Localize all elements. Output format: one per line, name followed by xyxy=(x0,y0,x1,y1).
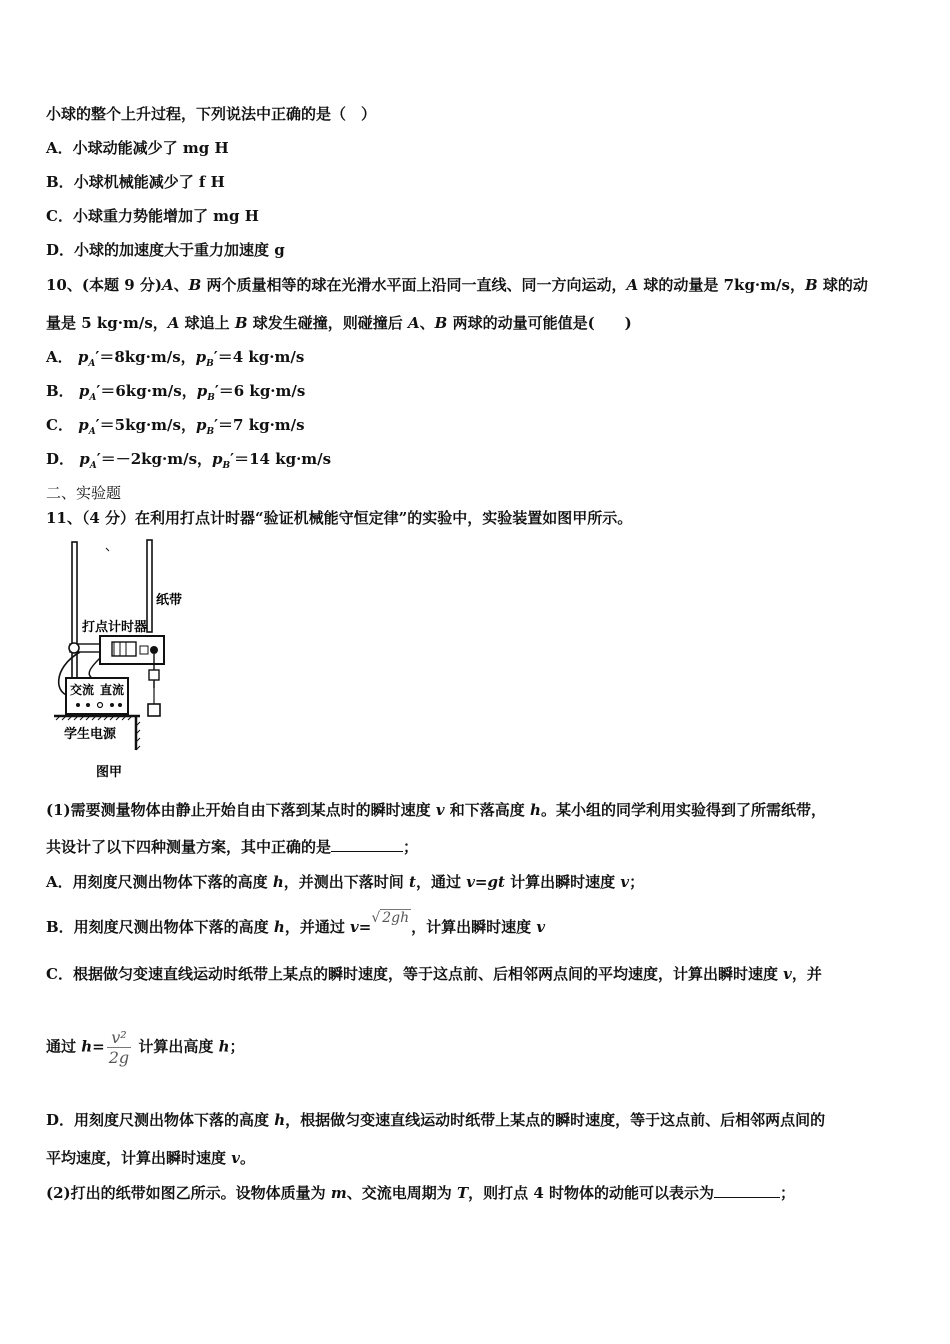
apparatus-figure xyxy=(50,538,200,783)
q9-option-a[interactable]: A．小球动能减少了 mg H xyxy=(46,139,229,157)
weight xyxy=(148,704,160,716)
q11-option-a[interactable]: A．用刻度尺测出物体下落的高度 h，并测出下落时间 t，通过 v=gt 计算出瞬时速度 v； xyxy=(46,873,645,891)
fraction-v2-over-2g: $\frac{\text{v²}}{2g}$ xyxy=(108,1028,130,1067)
sqrt-expression: √ 2gh xyxy=(371,910,410,926)
label-power: 学生电源 xyxy=(64,727,117,742)
q10-stem-line1: 10、(本题 9 分)A、B 两个质量相等的球在光滑水平面上沿同一直线、同一方向运动，A 球的动量是 7kg·m/s，B 球的动 xyxy=(46,276,868,294)
q11-part1-line1: (1)需要测量物体由静止开始自由下落到某点时的瞬时速度 v 和下落高度 h。某小组的同学利用实验得到了所需纸带， xyxy=(46,801,826,819)
label-timer: 打点计时器 xyxy=(82,620,148,635)
label-dc: 直流 xyxy=(100,683,125,697)
q9-option-c[interactable]: C．小球重力势能增加了 mg H xyxy=(46,207,259,225)
q11-option-d-line2: 平均速度，计算出瞬时速度 v。 xyxy=(46,1149,255,1167)
section-heading: 二、实验题 xyxy=(46,484,122,502)
label-tape: 纸带 xyxy=(156,593,183,608)
q11-option-c-line1[interactable]: C．根据做匀变速直线运动时纸带上某点的瞬时速度，等于这点前、后相邻两点间的平均速度，计算出瞬时速度 v，并 xyxy=(46,965,822,983)
q9-option-d[interactable]: D．小球的加速度大于重力加速度 g xyxy=(46,241,285,259)
q11-stem: 11、（4 分）在利用打点计时器“验证机械能守恒定律”的实验中，实验装置如图甲所示。 xyxy=(46,509,633,527)
figure-caption: 图甲 xyxy=(96,765,123,780)
answer-blank-1[interactable] xyxy=(331,837,403,852)
label-ac: 交流 xyxy=(70,683,95,697)
q10-option-a[interactable]: A． $p_A'=8kg\cdot m/s$，$p_B'=4$ kg·m/s xyxy=(46,348,305,369)
q9-option-b[interactable]: B．小球机械能减少了 f H xyxy=(46,173,225,191)
answer-blank-2[interactable] xyxy=(714,1183,780,1198)
q11-option-d-line1[interactable]: D．用刻度尺测出物体下落的高度 h，根据做匀变速直线运动时纸带上某点的瞬时速度，等于这点前、后相邻两点间的 xyxy=(46,1111,826,1129)
q9-stem: 小球的整个上升过程，下列说法中正确的是（ ） xyxy=(46,105,377,123)
q11-option-c-line2: 通过 h= $\frac{\text{v²}}{2g}$ 计算出高度 h； xyxy=(46,1028,245,1067)
q10-option-d[interactable]: D． $p_A'=-2kg\cdot m/s$，$p_B'=14$ kg·m/s xyxy=(46,450,332,471)
q11-part2: (2)打出的纸带如图乙所示。设物体质量为 m、交流电周期为 T，则打点 4 时物体的动能可以表示为 ； xyxy=(46,1184,796,1202)
q10-option-c[interactable]: C． $p_A'=5kg\cdot m/s$，$p_B'=7$ kg·m/s xyxy=(46,416,305,437)
q11-option-b[interactable]: B．用刻度尺测出物体下落的高度 h，并通过 v=√ 2gh ，计算出瞬时速度 v xyxy=(46,910,546,936)
q11-part1-line2: 共设计了以下四种测量方案，其中正确的是 ； xyxy=(46,838,419,856)
q10-option-b[interactable]: B． $p_A'=6kg\cdot m/s$，$p_B'=6$ kg·m/s xyxy=(46,382,306,403)
stand-pole-right xyxy=(147,540,152,632)
q10-stem-line2: 量是 5 kg·m/s，A 球追上 B 球发生碰撞，则碰撞后 A、B 两球的动量可能值是( ) xyxy=(46,314,632,332)
